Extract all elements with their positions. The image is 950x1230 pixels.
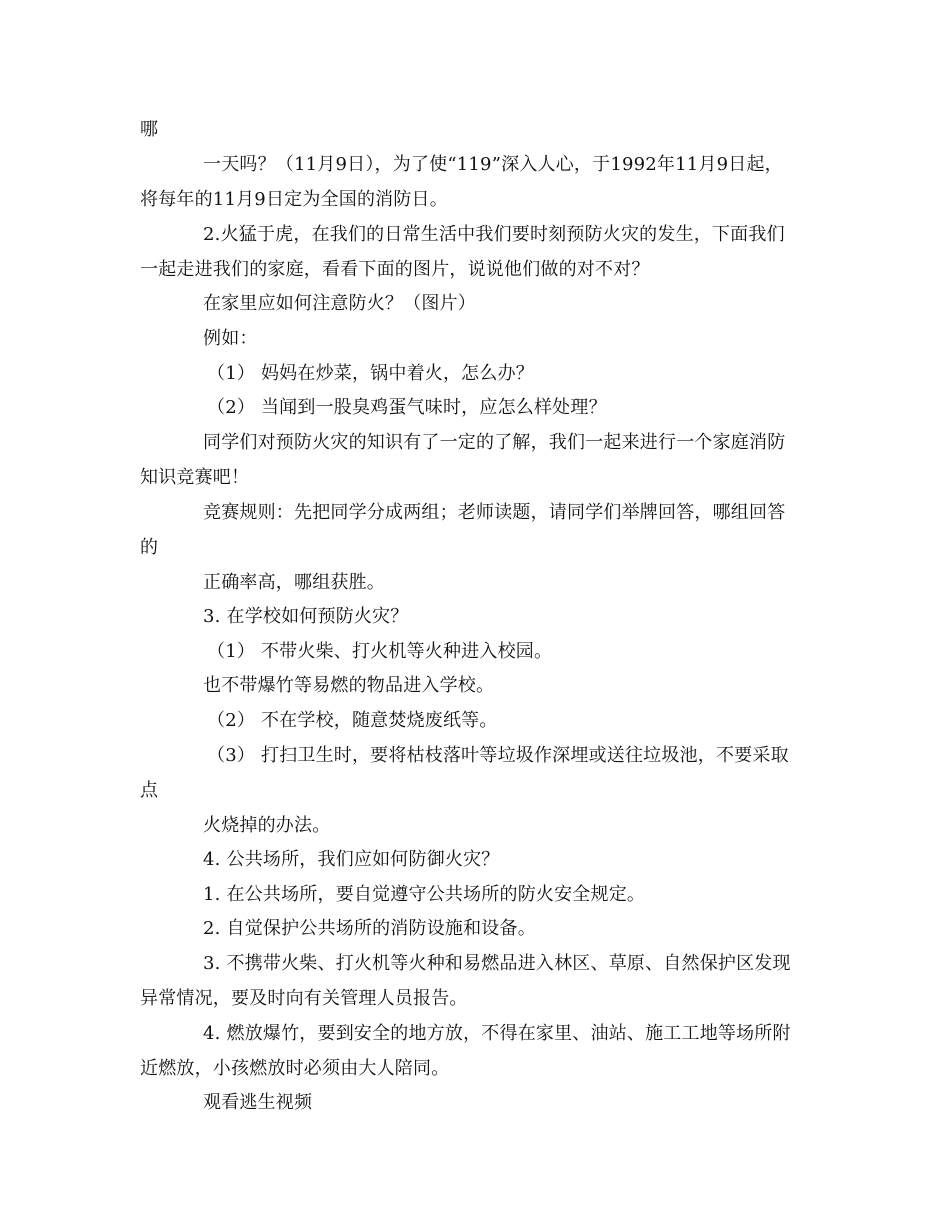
text-line: 在家里应如何注意防火？（图片）	[203, 293, 476, 314]
text-line: 3. 不携带火柴、打火机等火种和易燃品进入林区、草原、自然保护区发现	[203, 953, 791, 974]
text-line: 4. 公共场所，我们应如何防御火灾？	[203, 849, 500, 870]
text-line: 一起走进我们的家庭，看看下面的图片，说说他们做的对不对？	[140, 259, 650, 280]
text-line: 火烧掉的办法。	[203, 815, 331, 836]
text-line: （3） 打扫卫生时，要将枯枝落叶等垃圾作深埋或送往垃圾池，不要采取	[207, 745, 789, 766]
text-line: 1. 在公共场所，要自觉遵守公共场所的防火安全规定。	[203, 884, 646, 905]
text-line: 异常情况，要及时向有关管理人员报告。	[140, 988, 468, 1009]
text-line: 观看逃生视频	[203, 1092, 313, 1113]
text-line: （1） 不带火柴、打火机等火种进入校园。	[207, 641, 553, 662]
text-line: 2.火猛于虎，在我们的日常生活中我们要时刻预防火灾的发生，下面我们	[203, 224, 785, 245]
text-line: 哪	[140, 119, 159, 140]
text-line: 正确率高，哪组获胜。	[203, 572, 385, 593]
text-line: 4. 燃放爆竹，要到安全的地方放，不得在家里、油站、施工工地等场所附	[203, 1023, 791, 1044]
text-line: （2） 当闻到一股臭鸡蛋气味时，应怎么样处理？	[207, 397, 607, 418]
text-line: 点	[140, 780, 159, 801]
text-line: 竞赛规则：先把同学分成两组；老师读题，请同学们举牌回答，哪组回答	[203, 502, 786, 523]
text-line: 知识竞赛吧！	[140, 467, 250, 488]
text-line: 的	[140, 537, 159, 558]
text-line: 将每年的11月9日定为全国的消防日。	[140, 189, 448, 210]
text-line: 近燃放，小孩燃放时必须由大人陪同。	[140, 1058, 450, 1079]
text-line: （2） 不在学校，随意焚烧废纸等。	[207, 710, 498, 731]
text-line: 一天吗？（11月9日），为了使“119”深入人心，于1992年11月9日起，	[203, 154, 783, 175]
text-line: 例如：	[203, 328, 258, 349]
text-line: （1） 妈妈在炒菜，锅中着火，怎么办？	[207, 363, 534, 384]
text-line: 3. 在学校如何预防火灾？	[203, 606, 409, 627]
text-line: 2. 自觉保护公共场所的消防设施和设备。	[203, 918, 536, 939]
text-line: 也不带爆竹等易燃的物品进入学校。	[203, 675, 495, 696]
text-line: 同学们对预防火灾的知识有了一定的了解，我们一起来进行一个家庭消防	[203, 432, 786, 453]
